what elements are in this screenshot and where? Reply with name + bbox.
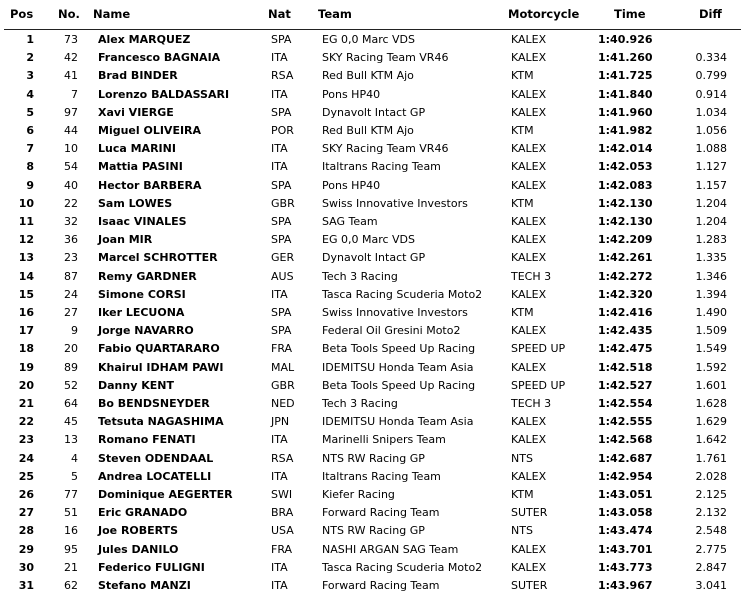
cell-diff: 1.761: [695, 451, 727, 465]
cell-motorcycle: KTM: [511, 196, 534, 210]
cell-name: Tetsuta NAGASHIMA: [98, 415, 224, 429]
cell-name: Luca MARINI: [98, 142, 176, 156]
cell-time: 1:41.260: [598, 51, 653, 65]
cell-pos: 25: [18, 469, 34, 483]
cell-pos: 28: [18, 524, 34, 538]
cell-name: Francesco BAGNAIA: [98, 51, 221, 65]
cell-nat: RSA: [271, 69, 294, 83]
cell-pos: 18: [18, 342, 34, 356]
cell-time: 1:42.954: [598, 469, 653, 483]
cell-pos: 16: [18, 306, 34, 319]
cell-nat: GBR: [271, 378, 295, 392]
cell-team: Pons HP40: [322, 178, 381, 192]
cell-name: Lorenzo BALDASSARI: [98, 87, 230, 101]
cell-number: 73: [64, 33, 78, 46]
cell-number: 36: [64, 233, 78, 247]
cell-nat: RSA: [271, 451, 294, 465]
cell-number: 4: [71, 451, 78, 465]
cell-time: 1:42.435: [598, 324, 653, 338]
cell-name: Stefano MANZI: [98, 579, 191, 592]
table-row: [0, 559, 745, 577]
cell-pos: 27: [18, 506, 34, 520]
table-row: [0, 49, 745, 67]
cell-name: Eric GRANADO: [98, 506, 188, 520]
cell-diff: 1.642: [695, 433, 727, 447]
cell-diff: 0.799: [695, 69, 727, 83]
cell-pos: 2: [26, 51, 34, 65]
table-row: [0, 67, 745, 85]
cell-nat: SPA: [271, 178, 292, 192]
cell-nat: SPA: [271, 215, 292, 228]
table-row: [0, 322, 745, 340]
cell-time: 1:42.568: [598, 433, 653, 447]
cell-team: Marinelli Snipers Team: [322, 433, 446, 447]
cell-number: 16: [64, 524, 78, 538]
cell-time: 1:42.261: [598, 251, 653, 265]
cell-pos: 13: [18, 251, 34, 265]
cell-time: 1:43.474: [598, 524, 653, 538]
cell-nat: ITA: [271, 433, 288, 447]
table-row: [0, 431, 745, 449]
cell-time: 1:42.475: [598, 342, 653, 356]
table-row: [0, 413, 745, 431]
cell-team: Beta Tools Speed Up Racing: [322, 342, 476, 356]
cell-number: 97: [64, 105, 78, 119]
cell-diff: 2.132: [695, 506, 727, 520]
cell-diff: 1.628: [695, 397, 727, 410]
table-row: [0, 468, 745, 486]
cell-pos: 30: [18, 560, 34, 574]
cell-name: Romano FENATI: [98, 433, 196, 447]
cell-number: 77: [64, 488, 78, 501]
header-name: Name: [93, 7, 131, 21]
cell-team: Tasca Racing Scuderia Moto2: [322, 287, 483, 301]
cell-number: 89: [64, 360, 78, 374]
table-row: [0, 577, 745, 595]
cell-number: 7: [71, 87, 78, 101]
cell-diff: 1.592: [695, 360, 727, 374]
cell-diff: 2.775: [695, 542, 727, 556]
cell-name: Andrea LOCATELLI: [98, 469, 212, 483]
cell-nat: SPA: [271, 233, 292, 247]
cell-motorcycle: SPEED UP: [511, 342, 566, 356]
table-header: [0, 0, 745, 30]
cell-diff: 0.914: [695, 87, 727, 101]
cell-team: Dynavolt Intact GP: [322, 105, 426, 119]
cell-pos: 17: [18, 324, 34, 338]
cell-motorcycle: KALEX: [511, 415, 547, 429]
header-number: No.: [58, 7, 80, 21]
cell-nat: ITA: [271, 160, 288, 174]
cell-team: EG 0,0 Marc VDS: [322, 233, 415, 247]
table-row: [0, 140, 745, 158]
cell-pos: 31: [18, 579, 34, 592]
cell-team: Forward Racing Team: [322, 579, 440, 592]
cell-number: 52: [64, 378, 78, 392]
cell-diff: 1.204: [695, 196, 727, 210]
cell-number: 42: [64, 51, 78, 65]
cell-diff: 1.157: [695, 178, 727, 192]
cell-time: 1:43.967: [598, 579, 653, 592]
cell-pos: 5: [26, 105, 34, 119]
header-team: Team: [318, 7, 352, 21]
table-row: [0, 395, 745, 413]
cell-pos: 24: [18, 451, 34, 465]
cell-name: Isaac VINALES: [98, 215, 187, 228]
cell-time: 1:42.554: [598, 397, 653, 410]
table-row: [0, 177, 745, 195]
cell-pos: 3: [26, 69, 34, 83]
cell-team: Beta Tools Speed Up Racing: [322, 378, 476, 392]
cell-number: 21: [64, 560, 78, 574]
cell-name: Sam LOWES: [98, 196, 173, 210]
table-row: [0, 104, 745, 122]
cell-nat: ITA: [271, 560, 288, 574]
cell-nat: SWI: [271, 488, 293, 501]
cell-time: 1:42.555: [598, 415, 653, 429]
cell-pos: 29: [18, 542, 34, 556]
cell-diff: 2.847: [695, 560, 727, 574]
cell-name: Brad BINDER: [98, 69, 178, 83]
table-row: [0, 31, 745, 49]
cell-team: SAG Team: [322, 215, 378, 228]
cell-motorcycle: KALEX: [511, 160, 547, 174]
cell-time: 1:42.014: [598, 142, 653, 156]
table-row: [0, 522, 745, 540]
cell-motorcycle: KALEX: [511, 360, 547, 374]
cell-motorcycle: KALEX: [511, 233, 547, 247]
cell-nat: USA: [271, 524, 294, 538]
cell-number: 45: [64, 415, 78, 429]
cell-pos: 14: [18, 269, 34, 283]
cell-motorcycle: KALEX: [511, 433, 547, 447]
cell-time: 1:42.687: [598, 451, 653, 465]
cell-time: 1:43.773: [598, 560, 653, 574]
cell-nat: GER: [271, 251, 295, 265]
table-row: [0, 231, 745, 249]
cell-motorcycle: KTM: [511, 488, 534, 501]
cell-nat: ITA: [271, 142, 288, 156]
cell-time: 1:43.051: [598, 488, 653, 501]
cell-motorcycle: KALEX: [511, 215, 547, 228]
cell-team: Dynavolt Intact GP: [322, 251, 426, 265]
cell-name: Khairul IDHAM PAWI: [98, 360, 224, 374]
cell-name: Alex MARQUEZ: [98, 33, 191, 46]
cell-nat: ITA: [271, 51, 288, 65]
cell-time: 1:40.926: [598, 33, 653, 46]
header-time: Time: [614, 7, 646, 21]
cell-diff: 1.034: [695, 105, 727, 119]
cell-nat: ITA: [271, 287, 288, 301]
table-row: [0, 122, 745, 140]
cell-motorcycle: KALEX: [511, 33, 547, 46]
cell-team: Red Bull KTM Ajo: [322, 69, 414, 83]
cell-name: Bo BENDSNEYDER: [98, 397, 210, 410]
cell-diff: 1.490: [695, 306, 727, 319]
cell-time: 1:42.527: [598, 378, 653, 392]
cell-diff: 1.127: [695, 160, 727, 174]
cell-team: NTS RW Racing GP: [322, 451, 425, 465]
cell-pos: 23: [18, 433, 34, 447]
table-row: [0, 541, 745, 559]
cell-team: NTS RW Racing GP: [322, 524, 425, 538]
cell-team: EG 0,0 Marc VDS: [322, 33, 415, 46]
cell-number: 22: [64, 196, 78, 210]
cell-diff: 1.346: [695, 269, 727, 283]
cell-motorcycle: KALEX: [511, 142, 547, 156]
cell-motorcycle: KTM: [511, 69, 534, 83]
cell-number: 87: [64, 269, 78, 283]
cell-diff: 2.028: [695, 469, 727, 483]
cell-name: Joe ROBERTS: [98, 524, 179, 538]
cell-motorcycle: NTS: [511, 451, 533, 465]
cell-motorcycle: KALEX: [511, 560, 547, 574]
cell-diff: 1.549: [695, 342, 727, 356]
cell-nat: FRA: [271, 342, 293, 356]
cell-team: SKY Racing Team VR46: [322, 51, 449, 65]
cell-motorcycle: NTS: [511, 524, 533, 538]
cell-pos: 15: [18, 287, 34, 301]
cell-name: Hector BARBERA: [98, 178, 202, 192]
cell-diff: 1.335: [695, 251, 727, 265]
cell-motorcycle: KALEX: [511, 87, 547, 101]
table-row: [0, 158, 745, 176]
cell-time: 1:42.518: [598, 360, 653, 374]
cell-name: Joan MIR: [98, 233, 153, 247]
table-row: [0, 359, 745, 377]
cell-team: IDEMITSU Honda Team Asia: [322, 360, 474, 374]
header-nat: Nat: [268, 7, 291, 21]
header-motorcycle: Motorcycle: [508, 7, 580, 21]
cell-name: Jules DANILO: [98, 542, 179, 556]
cell-number: 51: [64, 506, 78, 520]
cell-diff: 0.334: [695, 51, 727, 65]
cell-name: Federico FULIGNI: [98, 560, 205, 574]
cell-pos: 26: [18, 488, 34, 501]
cell-team: Tech 3 Racing: [322, 397, 398, 410]
cell-time: 1:41.840: [598, 87, 653, 101]
cell-team: Kiefer Racing: [322, 488, 395, 501]
header-pos: Pos: [10, 7, 34, 21]
cell-name: Remy GARDNER: [98, 269, 197, 283]
cell-time: 1:41.725: [598, 69, 653, 83]
cell-diff: 1.629: [695, 415, 727, 429]
cell-pos: 6: [26, 124, 34, 137]
cell-nat: ITA: [271, 469, 288, 483]
table-row: [0, 304, 745, 322]
cell-team: IDEMITSU Honda Team Asia: [322, 415, 474, 429]
cell-time: 1:43.701: [598, 542, 653, 556]
cell-time: 1:42.272: [598, 269, 653, 283]
cell-team: Tasca Racing Scuderia Moto2: [322, 560, 483, 574]
cell-team: Pons HP40: [322, 87, 381, 101]
cell-nat: SPA: [271, 324, 292, 338]
header-divider: [4, 29, 741, 30]
cell-name: Danny KENT: [98, 378, 174, 392]
cell-team: Swiss Innovative Investors: [322, 196, 468, 210]
cell-team: Italtrans Racing Team: [322, 469, 441, 483]
cell-name: Steven ODENDAAL: [98, 451, 214, 465]
cell-time: 1:41.982: [598, 124, 653, 137]
cell-number: 20: [64, 342, 78, 356]
cell-diff: 2.548: [695, 524, 727, 538]
cell-pos: 12: [18, 233, 34, 247]
cell-motorcycle: TECH 3: [511, 269, 552, 283]
cell-time: 1:41.960: [598, 105, 653, 119]
cell-team: Forward Racing Team: [322, 506, 440, 520]
table-row: [0, 377, 745, 395]
cell-name: Simone CORSI: [98, 287, 186, 301]
table-row: [0, 249, 745, 267]
cell-pos: 7: [26, 142, 34, 156]
cell-team: Federal Oil Gresini Moto2: [322, 324, 461, 338]
cell-pos: 11: [18, 215, 34, 228]
cell-number: 5: [71, 469, 78, 483]
cell-name: Dominique AEGERTER: [98, 488, 233, 501]
cell-motorcycle: KALEX: [511, 324, 547, 338]
cell-team: SKY Racing Team VR46: [322, 142, 449, 156]
cell-nat: SPA: [271, 105, 292, 119]
cell-nat: MAL: [271, 360, 295, 374]
cell-pos: 4: [26, 87, 34, 101]
cell-time: 1:42.416: [598, 306, 653, 319]
cell-nat: SPA: [271, 33, 292, 46]
cell-nat: POR: [271, 124, 294, 137]
cell-number: 24: [64, 287, 78, 301]
cell-name: Fabio QUARTARARO: [98, 342, 220, 356]
cell-time: 1:42.130: [598, 196, 653, 210]
cell-number: 54: [64, 160, 78, 174]
cell-team: Tech 3 Racing: [322, 269, 398, 283]
table-row: [0, 213, 745, 231]
cell-motorcycle: KTM: [511, 306, 534, 319]
cell-number: 27: [64, 306, 78, 319]
cell-name: Jorge NAVARRO: [98, 324, 194, 338]
cell-pos: 22: [18, 415, 34, 429]
cell-pos: 10: [18, 196, 34, 210]
table-row: [0, 486, 745, 504]
cell-time: 1:42.083: [598, 178, 653, 192]
cell-number: 10: [64, 142, 78, 156]
cell-motorcycle: TECH 3: [511, 397, 552, 410]
cell-name: Mattia PASINI: [98, 160, 183, 174]
cell-name: Marcel SCHROTTER: [98, 251, 218, 265]
cell-number: 9: [71, 324, 78, 338]
cell-nat: NED: [271, 397, 295, 410]
cell-motorcycle: KALEX: [511, 287, 547, 301]
cell-motorcycle: KALEX: [511, 251, 547, 265]
cell-motorcycle: KALEX: [511, 105, 547, 119]
table-row: [0, 504, 745, 522]
cell-team: Swiss Innovative Investors: [322, 306, 468, 319]
cell-nat: JPN: [271, 415, 290, 429]
cell-motorcycle: SUTER: [511, 579, 548, 592]
cell-number: 62: [64, 579, 78, 592]
cell-motorcycle: KTM: [511, 124, 534, 137]
cell-nat: FRA: [271, 542, 293, 556]
cell-number: 64: [64, 397, 78, 410]
cell-nat: BRA: [271, 506, 294, 520]
cell-number: 40: [64, 178, 78, 192]
cell-time: 1:42.209: [598, 233, 653, 247]
cell-nat: ITA: [271, 579, 288, 592]
cell-team: Italtrans Racing Team: [322, 160, 441, 174]
cell-diff: 2.125: [695, 488, 727, 501]
table-row: [0, 340, 745, 358]
cell-number: 41: [64, 69, 78, 83]
cell-nat: ITA: [271, 87, 288, 101]
cell-name: Iker LECUONA: [98, 306, 185, 319]
cell-motorcycle: KALEX: [511, 178, 547, 192]
cell-pos: 9: [26, 178, 34, 192]
cell-pos: 1: [26, 33, 34, 46]
cell-motorcycle: KALEX: [511, 542, 547, 556]
cell-time: 1:42.053: [598, 160, 653, 174]
table-row: [0, 86, 745, 104]
cell-nat: SPA: [271, 306, 292, 319]
table-row: [0, 268, 745, 286]
cell-diff: 1.088: [695, 142, 727, 156]
cell-team: NASHI ARGAN SAG Team: [322, 542, 459, 556]
cell-number: 44: [64, 124, 78, 137]
cell-motorcycle: KALEX: [511, 51, 547, 65]
table-row: [0, 450, 745, 468]
cell-diff: 1.204: [695, 215, 727, 228]
cell-time: 1:42.320: [598, 287, 653, 301]
header-diff: Diff: [699, 7, 722, 21]
cell-number: 23: [64, 251, 78, 265]
cell-number: 32: [64, 215, 78, 228]
table-row: [0, 286, 745, 304]
cell-name: Miguel OLIVEIRA: [98, 124, 202, 137]
cell-pos: 8: [26, 160, 34, 174]
cell-motorcycle: SPEED UP: [511, 378, 566, 392]
cell-team: Red Bull KTM Ajo: [322, 124, 414, 137]
cell-pos: 20: [18, 378, 34, 392]
cell-time: 1:42.130: [598, 215, 653, 228]
cell-diff: 3.041: [695, 579, 727, 592]
cell-name: Xavi VIERGE: [98, 105, 174, 119]
cell-motorcycle: SUTER: [511, 506, 548, 520]
cell-number: 13: [64, 433, 78, 447]
cell-nat: GBR: [271, 196, 295, 210]
cell-time: 1:43.058: [598, 506, 653, 520]
cell-diff: 1.601: [695, 378, 727, 392]
cell-diff: 1.394: [695, 287, 727, 301]
cell-diff: 1.056: [695, 124, 727, 137]
cell-nat: AUS: [271, 269, 294, 283]
cell-motorcycle: KALEX: [511, 469, 547, 483]
cell-diff: 1.283: [695, 233, 727, 247]
cell-number: 95: [64, 542, 78, 556]
cell-pos: 21: [18, 397, 34, 410]
cell-pos: 19: [18, 360, 34, 374]
cell-diff: 1.509: [695, 324, 727, 338]
table-row: [0, 195, 745, 213]
